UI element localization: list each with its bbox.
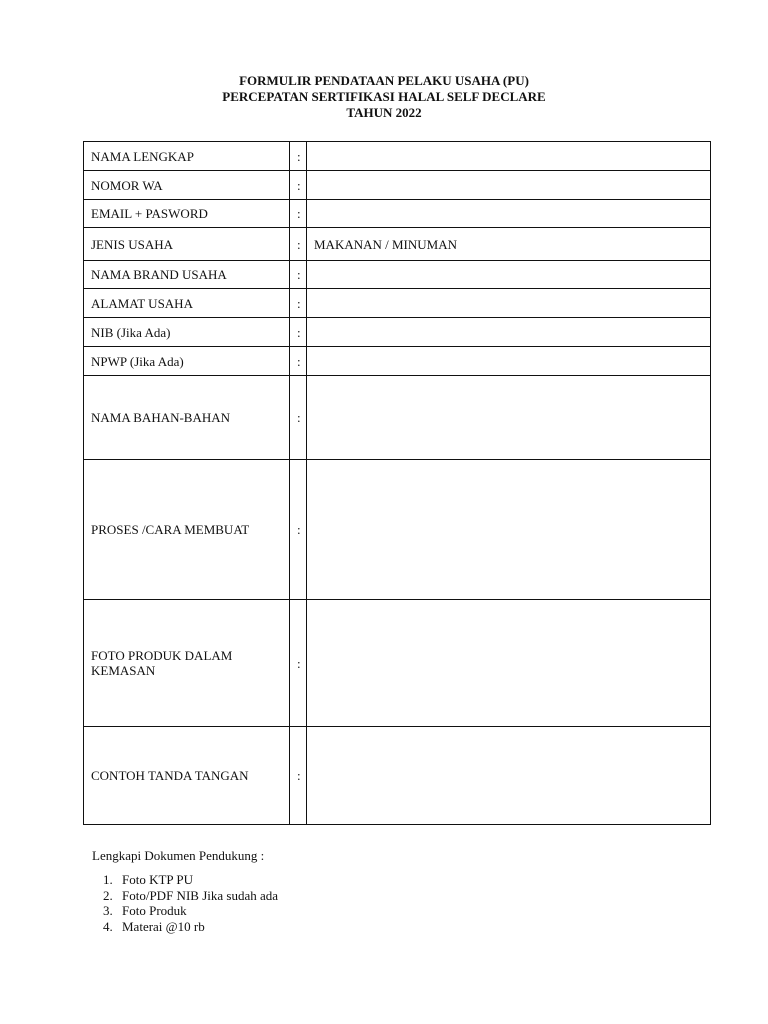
field-separator: : [290, 171, 307, 200]
title-line-1: FORMULIR PENDATAAN PELAKU USAHA (PU) [239, 73, 529, 88]
field-label: JENIS USAHA [84, 228, 290, 261]
field-value-jenis-usaha[interactable]: MAKANAN / MINUMAN [307, 228, 711, 261]
title-line-2: PERCEPATAN SERTIFIKASI HALAL SELF DECLARE [222, 89, 546, 104]
field-label: NOMOR WA [84, 171, 290, 200]
registration-form-table [83, 141, 711, 825]
field-separator: : [290, 347, 307, 376]
field-label: NAMA BRAND USAHA [84, 261, 290, 289]
form-row-npwp [84, 347, 711, 376]
field-label: NPWP (Jika Ada) [84, 347, 290, 376]
field-value-email[interactable] [307, 200, 711, 228]
field-separator: : [290, 318, 307, 347]
field-value-nama-brand[interactable] [307, 261, 711, 289]
field-label: NIB (Jika Ada) [84, 318, 290, 347]
field-value-nib[interactable] [307, 318, 711, 347]
supporting-documents [92, 848, 278, 934]
field-separator: : [290, 289, 307, 318]
field-label: ALAMAT USAHA [84, 289, 290, 318]
form-row-tanda-tangan [84, 727, 711, 825]
form-row-nomor-wa [84, 171, 711, 200]
field-label: NAMA LENGKAP [84, 142, 290, 171]
document-title [0, 73, 768, 121]
form-row-jenis-usaha [84, 228, 711, 261]
field-separator: : [290, 727, 307, 825]
form-row-alamat-usaha [84, 289, 711, 318]
form-row-nama-brand [84, 261, 711, 289]
field-label: CONTOH TANDA TANGAN [84, 727, 290, 825]
field-label: EMAIL + PASWORD [84, 200, 290, 228]
field-label: NAMA BAHAN-BAHAN [84, 376, 290, 460]
field-value-nomor-wa[interactable] [307, 171, 711, 200]
form-row-nib [84, 318, 711, 347]
field-value-alamat-usaha[interactable] [307, 289, 711, 318]
list-item: 1. Foto KTP PU [116, 872, 278, 888]
title-line-3: TAHUN 2022 [346, 105, 422, 120]
form-row-nama-bahan [84, 376, 711, 460]
supporting-documents-heading: Lengkapi Dokumen Pendukung : [92, 848, 265, 863]
field-label: FOTO PRODUK DALAM KEMASAN [84, 600, 290, 727]
supporting-documents-list [92, 872, 278, 934]
field-separator: : [290, 261, 307, 289]
field-value-nama-lengkap[interactable] [307, 142, 711, 171]
field-separator: : [290, 200, 307, 228]
list-item: 3. Foto Produk [116, 903, 278, 919]
field-value-npwp[interactable] [307, 347, 711, 376]
field-value-tanda-tangan[interactable] [307, 727, 711, 825]
field-value-foto-produk[interactable] [307, 600, 711, 727]
form-row-email [84, 200, 711, 228]
field-separator: : [290, 460, 307, 600]
form-row-foto-produk [84, 600, 711, 727]
field-label: PROSES /CARA MEMBUAT [84, 460, 290, 600]
field-separator: : [290, 376, 307, 460]
field-separator: : [290, 600, 307, 727]
form-row-proses [84, 460, 711, 600]
list-item: 2. Foto/PDF NIB Jika sudah ada [116, 888, 278, 904]
field-value-nama-bahan[interactable] [307, 376, 711, 460]
list-item: 4. Materai @10 rb [116, 919, 278, 935]
field-separator: : [290, 142, 307, 171]
form-row-nama-lengkap [84, 142, 711, 171]
field-value-proses[interactable] [307, 460, 711, 600]
field-separator: : [290, 228, 307, 261]
